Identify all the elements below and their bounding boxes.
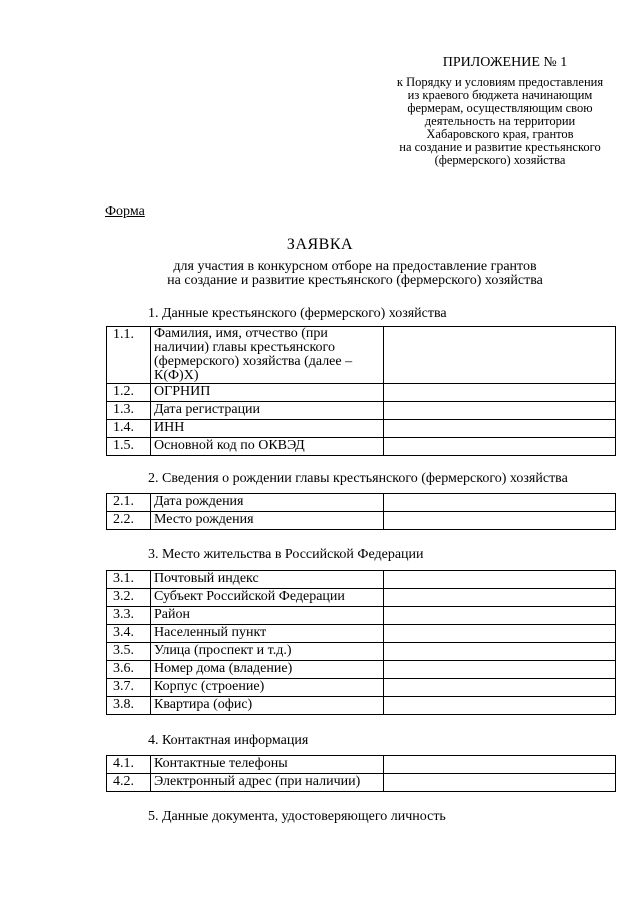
row-value-field[interactable] [384,756,616,774]
row-number: 3.7. [107,679,151,697]
row-number: 3.2. [107,589,151,607]
row-number: 4.2. [107,774,151,792]
table-row [107,402,616,420]
row-value-field[interactable] [384,402,616,420]
row-value-field[interactable] [384,679,616,697]
document-title: ЗАЯВКА [286,236,354,253]
row-value-field[interactable] [384,384,616,402]
row-label: Дата регистрации [151,402,384,420]
row-label: Корпус (строение) [151,679,384,697]
row-label: Улица (проспект и т.д.) [151,643,384,661]
row-label: Почтовый индекс [151,571,384,589]
row-label: Номер дома (владение) [151,661,384,679]
table-row [107,438,616,456]
row-label: Контактные телефоны [151,756,384,774]
row-number: 1.2. [107,384,151,402]
row-value-field[interactable] [384,643,616,661]
section-2-heading: 2. Сведения о рождении главы крестьянского (фермерского) хозяйства [148,471,568,486]
row-value-field[interactable] [384,494,616,512]
table-row [107,589,616,607]
table-row [107,697,616,715]
appendix-line: к Порядку и условиям предоставления [396,75,604,89]
row-label: Электронный адрес (при наличии) [151,774,384,792]
row-value-field[interactable] [384,420,616,438]
row-label: Основной код по ОКВЭД [151,438,384,456]
form-label: Форма [105,204,145,219]
row-number: 1.1. [107,327,151,384]
row-label: Место рождения [151,512,384,530]
row-number: 3.8. [107,697,151,715]
row-value-field[interactable] [384,661,616,679]
appendix-line: фермерам, осуществляющим свою [407,101,593,115]
row-value-field[interactable] [384,625,616,643]
row-value-field[interactable] [384,512,616,530]
row-number: 2.1. [107,494,151,512]
appendix-line: деятельность на территории [424,114,576,128]
row-number: 4.1. [107,756,151,774]
section-3-heading: 3. Место жительства в Российской Федерации [148,547,424,562]
row-label: ИНН [151,420,384,438]
table-row [107,420,616,438]
row-label: Квартира (офис) [151,697,384,715]
section-4-heading: 4. Контактная информация [148,733,309,748]
table-row [107,571,616,589]
section-1-table [106,326,616,456]
appendix-line: на создание и развитие крестьянского [399,140,601,154]
row-value-field[interactable] [384,774,616,792]
row-label: Субъект Российской Федерации [151,589,384,607]
appendix-number: ПРИЛОЖЕНИЕ № 1 [442,55,568,70]
table-row [107,643,616,661]
row-value-field[interactable] [384,697,616,715]
row-number: 3.1. [107,571,151,589]
subtitle-line: для участия в конкурсном отборе на предоставление грантов [173,259,537,274]
row-number: 1.5. [107,438,151,456]
row-number: 3.3. [107,607,151,625]
table-row [107,327,616,384]
row-label: Район [151,607,384,625]
appendix-line: из краевого бюджета начинающим [407,88,593,102]
section-4-table [106,755,616,792]
section-3-table [106,570,616,715]
table-row [107,494,616,512]
row-number: 3.5. [107,643,151,661]
table-row [107,756,616,774]
row-value-field[interactable] [384,438,616,456]
row-number: 1.4. [107,420,151,438]
row-number: 3.4. [107,625,151,643]
appendix-block [380,56,620,167]
row-number: 2.2. [107,512,151,530]
section-5-heading: 5. Данные документа, удостоверяющего личность [148,809,446,824]
document-subtitle [130,260,580,288]
row-value-field[interactable] [384,589,616,607]
row-label: ОГРНИП [151,384,384,402]
row-value-field[interactable] [384,607,616,625]
table-row [107,679,616,697]
row-label: Населенный пункт [151,625,384,643]
row-label: Фамилия, имя, отчество (при наличии) главы крестьянского (фермерского) хозяйства (далее – К(Ф)Х) [151,327,384,384]
appendix-line: Хабаровского края, грантов [426,127,574,141]
table-row [107,384,616,402]
row-label: Дата рождения [151,494,384,512]
appendix-line: (фермерского) хозяйства [434,153,566,167]
section-1-heading: 1. Данные крестьянского (фермерского) хозяйства [148,306,447,321]
section-2-table [106,493,616,530]
table-row [107,625,616,643]
row-number: 1.3. [107,402,151,420]
row-number: 3.6. [107,661,151,679]
table-row [107,607,616,625]
row-value-field[interactable] [384,571,616,589]
table-row [107,774,616,792]
table-row [107,661,616,679]
row-value-field[interactable] [384,327,616,384]
subtitle-line: на создание и развитие крестьянского (фермерского) хозяйства [167,273,543,288]
table-row [107,512,616,530]
